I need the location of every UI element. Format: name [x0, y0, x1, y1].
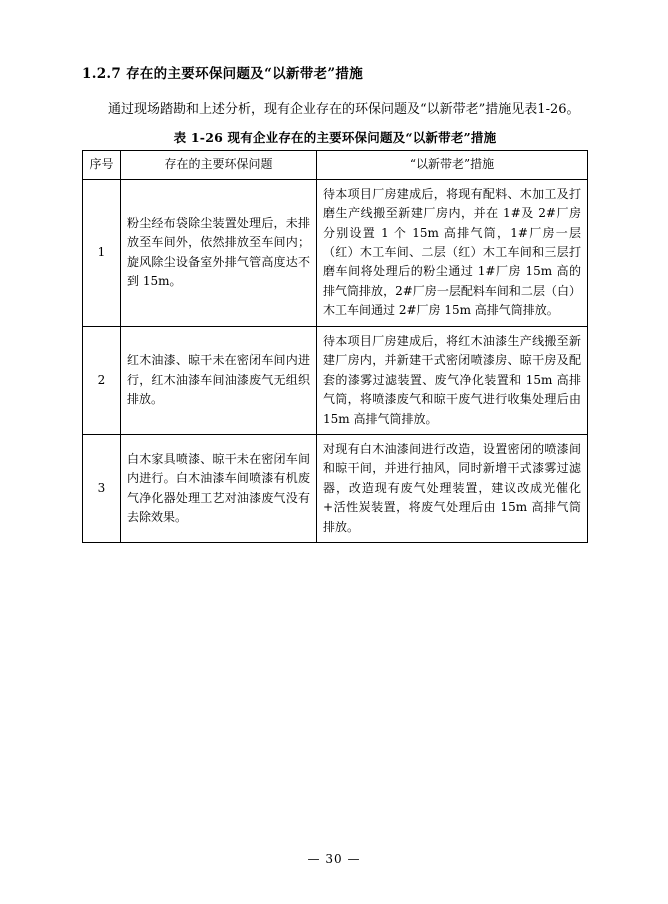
intro-paragraph	[82, 98, 588, 122]
table-header	[83, 151, 588, 179]
row-number: 3	[83, 434, 121, 542]
column-header-no: 序号	[83, 151, 121, 179]
row-measure: 对现有白木油漆间进行改造，设置密闭的喷漆间和晾干间，并进行抽风，同时新增干式漆雾过滤器，改造现有废气处理装置，建议改成光催化+活性炭装置，将废气处理后由 15m 高排气筒排放。	[317, 434, 588, 542]
table-row	[83, 434, 588, 542]
table-caption: 表 1-26 现有企业存在的主要环保问题及“以新带老”措施	[173, 130, 497, 146]
row-problem: 白木家具喷漆、晾干未在密闭车间内进行。白木油漆车间喷漆有机废气净化器处理工艺对油漆废气没有去除效果。	[121, 434, 317, 542]
table-row	[83, 179, 588, 326]
page-number: — 30 —	[307, 852, 361, 866]
row-measure: 待本项目厂房建成后，将现有配料、木加工及打磨生产线搬至新建厂房内，并在 1#及 2#厂房分别设置 1 个 15m 高排气筒，1#厂房一层（红）木工车间、二层（红）木工车间和三层打磨车间将处理后的粉尘通过 1#厂房 15m 高的排气筒排放，2#厂房一层配料车间和二层（白）木工车间通过 2#厂房 15m 高排气筒排放。	[317, 179, 588, 326]
environmental-issues-table	[82, 150, 588, 543]
row-number: 2	[83, 326, 121, 434]
row-number: 1	[83, 179, 121, 326]
section-heading: 1.2.7 存在的主要环保问题及“以新带老”措施	[82, 66, 364, 82]
row-problem: 红木油漆、晾干未在密闭车间内进行，红木油漆车间油漆废气无组织排放。	[121, 326, 317, 434]
intro-paragraph-text: 通过现场踏勘和上述分析，现有企业存在的环保问题及“以新带老”措施见表1-26。	[108, 102, 580, 118]
table-row	[83, 326, 588, 434]
row-measure: 待本项目厂房建成后，将红木油漆生产线搬至新建厂房内，并新建干式密闭喷漆房、晾干房及配套的漆雾过滤装置、废气净化装置和 15m 高排气筒，将喷漆废气和晾干废气进行收集处理后由 15m 高排气筒排放。	[317, 326, 588, 434]
page-content	[82, 64, 588, 543]
column-header-measure: “以新带老”措施	[317, 151, 588, 179]
table-header-row	[83, 151, 588, 179]
table-body	[83, 179, 588, 542]
row-problem: 粉尘经布袋除尘装置处理后，未排放至车间外，依然排放至车间内；旋风除尘设备室外排气管高度达不到 15m。	[121, 179, 317, 326]
column-header-problem: 存在的主要环保问题	[121, 151, 317, 179]
